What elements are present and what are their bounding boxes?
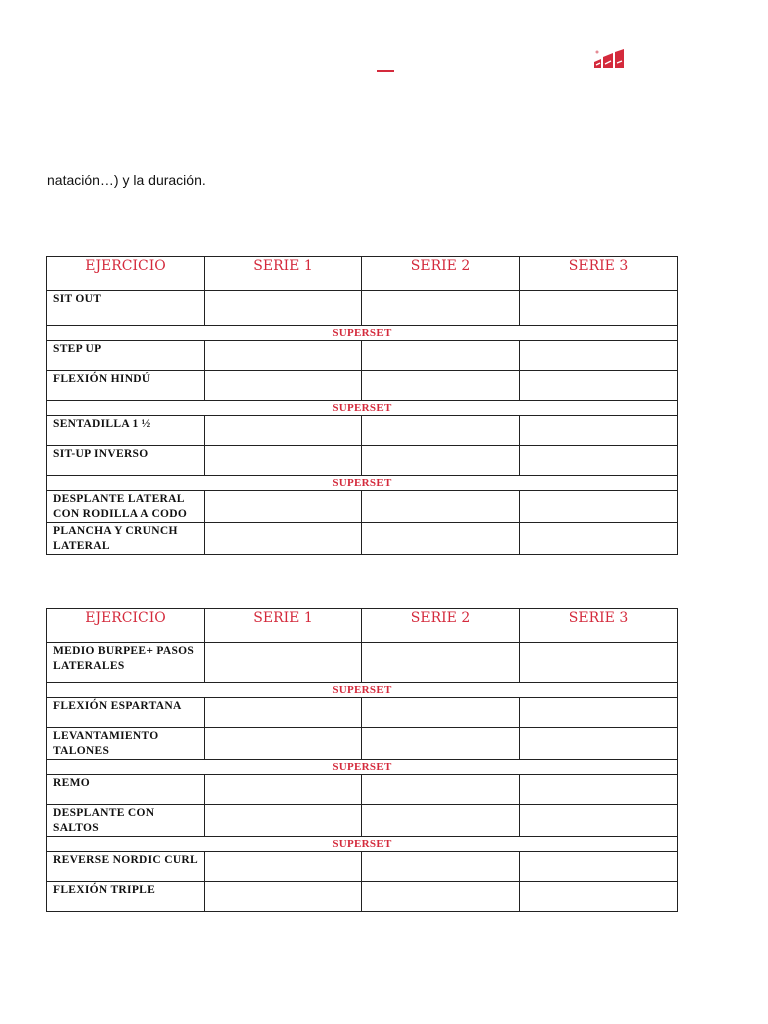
superset-row [47,476,678,491]
serie-3-cell[interactable] [520,805,678,837]
superset-label: SUPERSET [47,837,678,852]
serie-1-cell[interactable] [205,371,362,401]
serie-2-cell[interactable] [362,523,520,555]
serie-1-cell[interactable] [205,698,362,728]
serie-3-cell[interactable] [520,698,678,728]
serie-3-cell[interactable] [520,852,678,882]
serie-2-cell[interactable] [362,341,520,371]
serie-3-cell[interactable] [520,523,678,555]
exercise-name: SIT-UP INVERSO [47,446,205,476]
superset-row [47,760,678,775]
serie-3-cell[interactable] [520,882,678,912]
serie-1-cell[interactable] [205,805,362,837]
serie-3-cell[interactable] [520,491,678,523]
table-row [47,341,678,371]
exercise-name: REMO [47,775,205,805]
table-header-row [47,257,678,291]
header-serie-2: SERIE 2 [362,609,520,643]
serie-3-cell[interactable] [520,728,678,760]
routine-table-2 [46,608,678,912]
serie-2-cell[interactable] [362,291,520,326]
header-serie-1: SERIE 1 [205,609,362,643]
table-row [47,446,678,476]
serie-2-cell[interactable] [362,698,520,728]
exercise-name: SIT OUT [47,291,205,326]
superset-label: SUPERSET [47,326,678,341]
serie-3-cell[interactable] [520,416,678,446]
serie-3-cell[interactable] [520,446,678,476]
superset-row [47,326,678,341]
serie-2-cell[interactable] [362,371,520,401]
exercise-name: STEP UP [47,341,205,371]
serie-3-cell[interactable] [520,643,678,683]
red-title-dash [377,70,394,72]
serie-2-cell[interactable] [362,852,520,882]
exercise-name: FLEXIÓN ESPARTANA [47,698,205,728]
superset-label: SUPERSET [47,401,678,416]
serie-1-cell[interactable] [205,728,362,760]
serie-2-cell[interactable] [362,643,520,683]
serie-3-cell[interactable] [520,371,678,401]
routine-table-1 [46,256,678,555]
header-ejercicio: EJERCICIO [47,257,205,291]
table-row [47,775,678,805]
table-header-row [47,609,678,643]
serie-2-cell[interactable] [362,882,520,912]
superset-label: SUPERSET [47,476,678,491]
intro-text: natación…) y la duración. [47,172,206,188]
serie-1-cell[interactable] [205,852,362,882]
exercise-name: FLEXIÓN TRIPLE [47,882,205,912]
table-row [47,698,678,728]
table-row [47,882,678,912]
superset-label: SUPERSET [47,683,678,698]
exercise-name: PLANCHA Y CRUNCH LATERAL [47,523,205,555]
superset-row [47,683,678,698]
exercise-name: LEVANTAMIENTO TALONES [47,728,205,760]
header-ejercicio: EJERCICIO [47,609,205,643]
exercise-name: FLEXIÓN HINDÚ [47,371,205,401]
table-row [47,643,678,683]
table-row [47,852,678,882]
serie-2-cell[interactable] [362,491,520,523]
brand-logo-icon [593,46,633,74]
table-row [47,523,678,555]
superset-row [47,837,678,852]
table-row [47,491,678,523]
serie-1-cell[interactable] [205,882,362,912]
serie-1-cell[interactable] [205,341,362,371]
table-row [47,291,678,326]
exercise-name: REVERSE NORDIC CURL [47,852,205,882]
exercise-name: DESPLANTE LATERAL CON RODILLA A CODO [47,491,205,523]
serie-1-cell[interactable] [205,291,362,326]
serie-1-cell[interactable] [205,775,362,805]
header-serie-2: SERIE 2 [362,257,520,291]
header-serie-3: SERIE 3 [520,257,678,291]
superset-row [47,401,678,416]
serie-1-cell[interactable] [205,643,362,683]
header-serie-3: SERIE 3 [520,609,678,643]
exercise-name: MEDIO BURPEE+ PASOS LATERALES [47,643,205,683]
serie-3-cell[interactable] [520,291,678,326]
serie-1-cell[interactable] [205,491,362,523]
header-serie-1: SERIE 1 [205,257,362,291]
exercise-name: DESPLANTE CON SALTOS [47,805,205,837]
table-row [47,371,678,401]
serie-2-cell[interactable] [362,775,520,805]
table-row [47,728,678,760]
serie-2-cell[interactable] [362,728,520,760]
serie-2-cell[interactable] [362,805,520,837]
serie-3-cell[interactable] [520,775,678,805]
exercise-name: SENTADILLA 1 ½ [47,416,205,446]
table-row [47,416,678,446]
serie-3-cell[interactable] [520,341,678,371]
serie-1-cell[interactable] [205,523,362,555]
serie-2-cell[interactable] [362,416,520,446]
serie-1-cell[interactable] [205,416,362,446]
table-row [47,805,678,837]
superset-label: SUPERSET [47,760,678,775]
serie-2-cell[interactable] [362,446,520,476]
serie-1-cell[interactable] [205,446,362,476]
